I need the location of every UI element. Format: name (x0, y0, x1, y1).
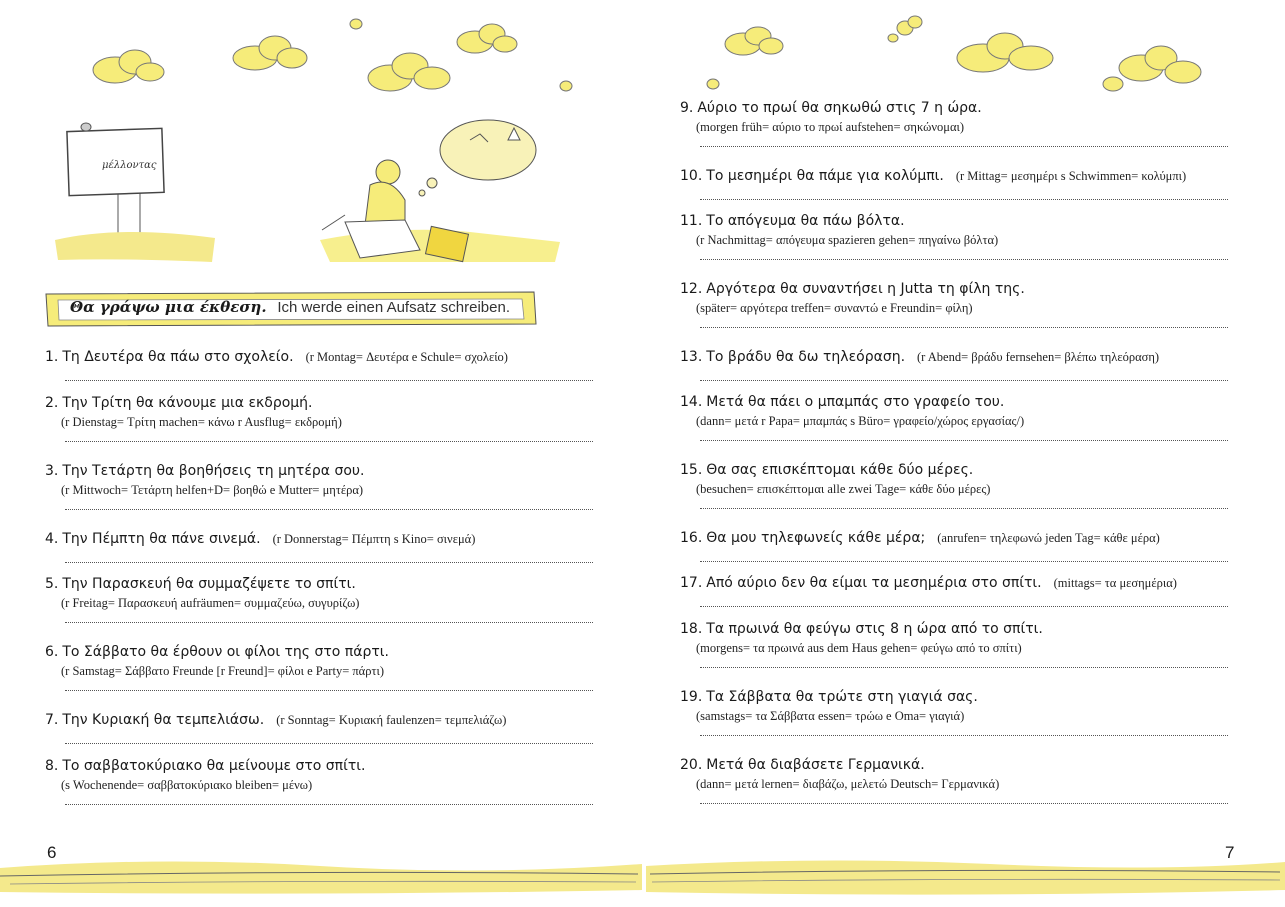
exercise-number: 16. (680, 530, 703, 546)
exercise-number: 15. (680, 462, 703, 478)
exercise-sentence: Θα σας επισκέπτομαι κάθε δύο μέρες. (706, 462, 974, 478)
exercise-sentence: Το μεσημέρι θα πάμε για κολύμπι. (706, 168, 944, 184)
exercise-title (70, 298, 510, 316)
answer-line[interactable] (700, 259, 1228, 260)
exercise-item (680, 393, 1240, 429)
exercise-item (680, 688, 1240, 724)
left-illustration (0, 0, 642, 290)
exercise-hint: (r Mittwoch= Τετάρτη helfen+D= βοηθώ e Mutter= μητέρα) (61, 483, 364, 497)
exercise-sentence-line (680, 529, 1240, 547)
exercise-sentence-line (680, 167, 1240, 185)
exercise-hint: (dann= μετά r Papa= μπαμπάς s Büro= γραφείο/χώρος εργασίας/) (696, 414, 1025, 428)
exercise-item (680, 280, 1240, 316)
exercise-item (45, 530, 605, 548)
answer-line[interactable] (700, 440, 1228, 441)
signpost-icon (67, 123, 164, 238)
answer-line[interactable] (700, 667, 1228, 668)
cloud-icon (457, 24, 517, 53)
exercise-hint: (r Sonntag= Κυριακή faulenzen= τεμπελιάζω) (276, 713, 507, 727)
exercise-sentence: Θα μου τηλεφωνείς κάθε μέρα; (706, 530, 926, 546)
exercise-sentence: Μετά θα διαβάσετε Γερμανικά. (706, 757, 925, 773)
right-page (643, 0, 1285, 907)
exercise-hint: (r Mittag= μεσημέρι s Schwimmen= κολύμπι) (955, 169, 1187, 183)
exercise-number: 8. (45, 758, 59, 774)
exercise-item (680, 756, 1240, 792)
sign-label: μέλλοντας (102, 160, 157, 171)
exercise-sentence: Την Πέμπτη θα πάνε σινεμά. (62, 531, 261, 547)
exercise-sentence: Την Τρίτη θα κάνουμε μια εκδρομή. (62, 395, 313, 411)
exercise-number: 6. (45, 644, 59, 660)
answer-line[interactable] (700, 508, 1228, 509)
exercise-item (680, 529, 1240, 547)
exercise-sentence: Την Τετάρτη θα βοηθήσεις τη μητέρα σου. (62, 463, 365, 479)
exercise-number: 1. (45, 349, 59, 365)
exercise-hint: (r Donnerstag= Πέμπτη s Kino= σινεμά) (272, 532, 476, 546)
exercise-sentence: Το βράδυ θα δω τηλεόραση. (706, 349, 906, 365)
exercise-sentence-line (680, 461, 1240, 479)
exercise-number: 5. (45, 576, 59, 592)
exercise-number: 12. (680, 281, 703, 297)
answer-line[interactable] (700, 199, 1228, 200)
answer-line[interactable] (65, 562, 593, 563)
exercise-hint: (r Samstag= Σάββατο Freunde [r Freund]= φίλοι e Party= πάρτι) (61, 664, 385, 678)
exercise-hint: (anrufen= τηλεφωνώ jeden Tag= κάθε μέρα) (937, 531, 1160, 545)
exercise-item (45, 711, 605, 729)
exercise-number: 20. (680, 757, 703, 773)
exercise-number: 17. (680, 575, 703, 591)
exercise-number: 4. (45, 531, 59, 547)
exercise-item (680, 348, 1240, 366)
exercise-sentence: Αργότερα θα συναντήσει η Jutta τη φίλη της. (706, 281, 1025, 297)
exercise-item (680, 574, 1240, 592)
exercise-sentence-line (680, 348, 1240, 366)
exercise-sentence: Από αύριο δεν θα είμαι τα μεσημέρια στο σπίτι. (706, 575, 1042, 591)
exercise-item (680, 212, 1240, 248)
answer-line[interactable] (700, 327, 1228, 328)
exercise-number: 9. (680, 100, 694, 116)
answer-line[interactable] (65, 804, 593, 805)
answer-line[interactable] (700, 606, 1228, 607)
exercise-item (45, 643, 605, 679)
exercise-hint: (mittags= τα μεσημέρια) (1053, 576, 1177, 590)
exercise-item (45, 348, 605, 366)
exercise-sentence: Τη Δευτέρα θα πάω στο σχολείο. (62, 349, 294, 365)
exercise-item (680, 620, 1240, 656)
exercise-item (45, 462, 605, 498)
exercise-sentence-line (680, 393, 1240, 411)
answer-line[interactable] (700, 561, 1228, 562)
exercise-sentence: Το σαββατοκύριακο θα μείνουμε στο σπίτι. (62, 758, 366, 774)
exercise-sentence-line (45, 575, 605, 593)
answer-line[interactable] (65, 441, 593, 442)
right-illustration (643, 0, 1285, 110)
left-page (0, 0, 642, 907)
title-greek: Θα γράψω μια έκθεση. (70, 298, 267, 316)
exercise-sentence: Τα πρωινά θα φεύγω στις 8 η ώρα από το σπίτι. (706, 621, 1043, 637)
exercise-number: 18. (680, 621, 703, 637)
exercise-item (45, 394, 605, 430)
title-german: Ich werde einen Aufsatz schreiben. (277, 299, 510, 316)
exercise-hint: (r Montag= Δευτέρα e Schule= σχολείο) (305, 350, 508, 364)
answer-line[interactable] (700, 803, 1228, 804)
exercise-item (680, 99, 1240, 135)
exercise-sentence-line (680, 280, 1240, 298)
cloud-icon (233, 36, 307, 70)
exercise-hint: (r Nachmittag= απόγευμα spazieren gehen= πηγαίνω βόλτα) (696, 233, 999, 247)
exercise-sentence: Τα Σάββατα θα τρώτε στη γιαγιά σας. (706, 689, 978, 705)
exercise-sentence-line (680, 688, 1240, 706)
exercise-hint: (morgens= τα πρωινά aus dem Haus gehen= φεύγω από το σπίτι) (696, 641, 1022, 655)
exercise-hint: (später= αργότερα treffen= συναντώ e Freundin= φίλη) (696, 301, 973, 315)
exercise-hint: (s Wochenende= σαββατοκύριακο bleiben= μένω) (61, 778, 313, 792)
exercise-hint: (morgen früh= αύριο το πρωί aufstehen= σηκώνομαι) (696, 120, 965, 134)
exercise-sentence: Μετά θα πάει ο μπαμπάς στο γραφείο του. (706, 394, 1005, 410)
answer-line[interactable] (65, 509, 593, 510)
answer-line[interactable] (65, 690, 593, 691)
exercise-hint: (r Dienstag= Τρίτη machen= κάνω r Ausflug= εκδρομή) (61, 415, 342, 429)
exercise-item (45, 575, 605, 611)
exercise-hint: (samstags= τα Σάββατα essen= τρώω e Oma= γιαγιά) (696, 709, 965, 723)
exercise-hint: (r Freitag= Παρασκευή aufräumen= συμμαζεύω, συγυρίζω) (61, 596, 360, 610)
exercise-sentence: Αύριο το πρωί θα σηκωθώ στις 7 η ώρα. (697, 100, 982, 116)
exercise-hint: (r Abend= βράδυ fernsehen= βλέπω τηλεόραση) (917, 350, 1160, 364)
exercise-number: 14. (680, 394, 703, 410)
exercise-sentence-line (45, 348, 605, 366)
exercise-sentence: Την Κυριακή θα τεμπελιάσω. (62, 712, 265, 728)
exercise-sentence-line (680, 574, 1240, 592)
exercise-sentence-line (45, 711, 605, 729)
exercise-number: 3. (45, 463, 59, 479)
ground-strip (0, 850, 1285, 907)
exercise-number: 2. (45, 395, 59, 411)
answer-line[interactable] (65, 743, 593, 744)
cloud-icon (725, 27, 783, 55)
exercise-item (680, 167, 1240, 185)
exercise-number: 7. (45, 712, 59, 728)
page-number-right: 7 (1225, 843, 1235, 862)
exercise-hint: (dann= μετά lernen= διαβάζω, μελετώ Deutsch= Γερμανικά) (696, 777, 1000, 791)
exercise-number: 11. (680, 213, 703, 229)
exercise-item (45, 757, 605, 793)
exercise-sentence-line (45, 757, 605, 775)
exercise-sentence-line (45, 394, 605, 412)
cloud-icon (93, 50, 164, 83)
cloud-icon (1103, 46, 1201, 91)
exercise-sentence-line (680, 212, 1240, 230)
exercise-sentence-line (680, 756, 1240, 774)
answer-line[interactable] (65, 622, 593, 623)
exercise-sentence-line (680, 99, 1240, 117)
exercise-item (680, 461, 1240, 497)
exercise-sentence-line (45, 643, 605, 661)
exercise-number: 13. (680, 349, 703, 365)
answer-line[interactable] (700, 735, 1228, 736)
exercise-sentence-line (680, 620, 1240, 638)
ground-patch (55, 232, 215, 262)
cloud-icon (368, 53, 450, 91)
cloud-icon (707, 79, 719, 89)
page-number-left: 6 (47, 843, 57, 862)
exercise-hint: (besuchen= επισκέπτομαι alle zwei Tage= κάθε δύο μέρες) (696, 482, 991, 496)
thought-bubble-icon (419, 120, 536, 196)
cloud-icon (957, 33, 1053, 72)
exercise-number: 10. (680, 168, 703, 184)
exercise-sentence: Την Παρασκευή θα συμμαζέψετε το σπίτι. (62, 576, 356, 592)
exercise-sentence-line (45, 462, 605, 480)
answer-line[interactable] (700, 146, 1228, 147)
exercise-sentence: Το απόγευμα θα πάω βόλτα. (706, 213, 905, 229)
exercise-sentence-line (45, 530, 605, 548)
exercise-sentence: Το Σάββατο θα έρθουν οι φίλοι της στο πάρτι. (62, 644, 389, 660)
exercise-number: 19. (680, 689, 703, 705)
answer-line[interactable] (700, 380, 1228, 381)
answer-line[interactable] (65, 380, 593, 381)
cloud-icon (888, 16, 922, 42)
